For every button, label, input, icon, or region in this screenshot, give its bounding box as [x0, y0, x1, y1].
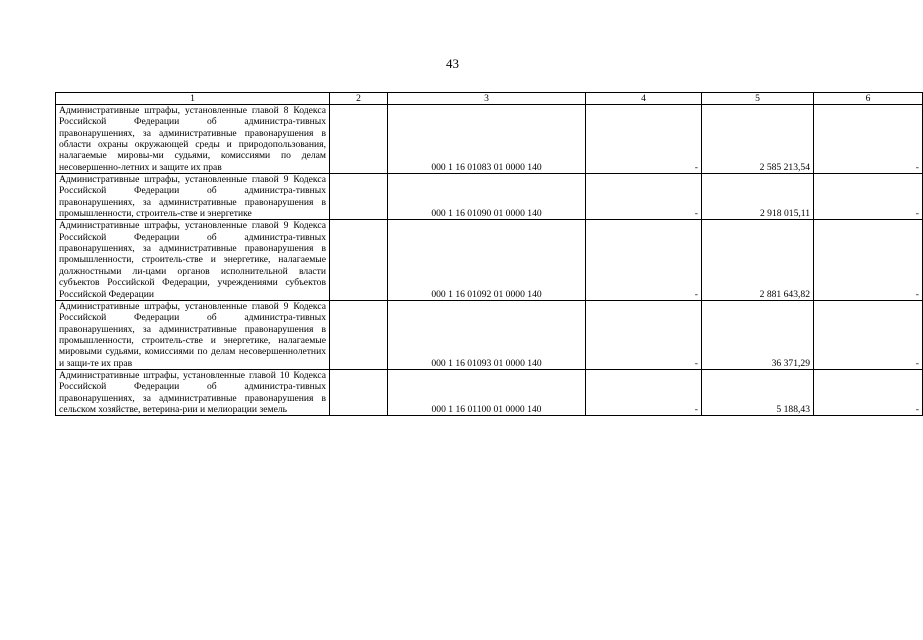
row-amount-cell: 2 918 015,11	[702, 174, 814, 220]
column-header: 1	[56, 93, 330, 105]
row-code-cell: 000 1 16 01100 01 0000 140	[388, 369, 586, 415]
table-row	[56, 369, 923, 415]
row-amount-cell: 2 585 213,54	[702, 105, 814, 174]
row-col2-cell	[330, 369, 388, 415]
row-name-cell: Административные штрафы, установленные главой 10 Кодекса Российской Федерации об администра-тивных правонарушениях, за административные правонарушения в сельском хозяйстве, ветерина-рии и мелиорации земель	[56, 369, 330, 415]
row-name-cell: Административные штрафы, установленные главой 8 Кодекса Российской Федерации об администра-тивных правонарушениях, за административные правонарушения в области охраны окружающей среды и природопользования, налагаемые мировы-ми судьями, комиссиями по делам несовершенно-летних и защите их прав	[56, 105, 330, 174]
column-header: 2	[330, 93, 388, 105]
row-col2-cell	[330, 174, 388, 220]
column-header: 4	[586, 93, 702, 105]
row-col6-cell: -	[814, 174, 923, 220]
row-amount-cell: 5 188,43	[702, 369, 814, 415]
row-col6-cell: -	[814, 300, 923, 369]
row-col2-cell	[330, 220, 388, 300]
row-col4-cell: -	[586, 220, 702, 300]
table-row	[56, 105, 923, 174]
row-code-cell: 000 1 16 01093 01 0000 140	[388, 300, 586, 369]
row-code-cell: 000 1 16 01090 01 0000 140	[388, 174, 586, 220]
row-col4-cell: -	[586, 174, 702, 220]
row-col2-cell	[330, 105, 388, 174]
row-col2-cell	[330, 300, 388, 369]
page-number: 43	[446, 56, 459, 71]
row-code-cell: 000 1 16 01092 01 0000 140	[388, 220, 586, 300]
column-header: 5	[702, 93, 814, 105]
row-name-cell: Административные штрафы, установленные главой 9 Кодекса Российской Федерации об администра-тивных правонарушениях, за административные правонарушения в промышленности, строитель-стве и энергетике, налагаемые должностными ли-цами органов исполнительной власти субъектов Российской Федерации, учреждениями субъектов Российской Федерации	[56, 220, 330, 300]
table-row	[56, 174, 923, 220]
header-row	[56, 93, 923, 105]
row-code-cell: 000 1 16 01083 01 0000 140	[388, 105, 586, 174]
row-col6-cell: -	[814, 369, 923, 415]
row-amount-cell: 2 881 643,82	[702, 220, 814, 300]
row-col6-cell: -	[814, 220, 923, 300]
budget-table	[55, 92, 923, 416]
column-header: 3	[388, 93, 586, 105]
row-col4-cell: -	[586, 369, 702, 415]
table-row	[56, 300, 923, 369]
row-name-cell: Административные штрафы, установленные главой 9 Кодекса Российской Федерации об администра-тивных правонарушениях, за административные правонарушения в промышленности, строитель-стве и энергетике	[56, 174, 330, 220]
row-col6-cell: -	[814, 105, 923, 174]
row-col4-cell: -	[586, 300, 702, 369]
table-row	[56, 220, 923, 300]
row-name-cell: Административные штрафы, установленные главой 9 Кодекса Российской Федерации об администра-тивных правонарушениях, за административные правонарушения в промышленности, строитель-стве и энергетике, налагаемые мировыми судьями, комиссиями по делам несовершеннолетних и защи-те их прав	[56, 300, 330, 369]
row-col4-cell: -	[586, 105, 702, 174]
column-header: 6	[814, 93, 923, 105]
row-amount-cell: 36 371,29	[702, 300, 814, 369]
